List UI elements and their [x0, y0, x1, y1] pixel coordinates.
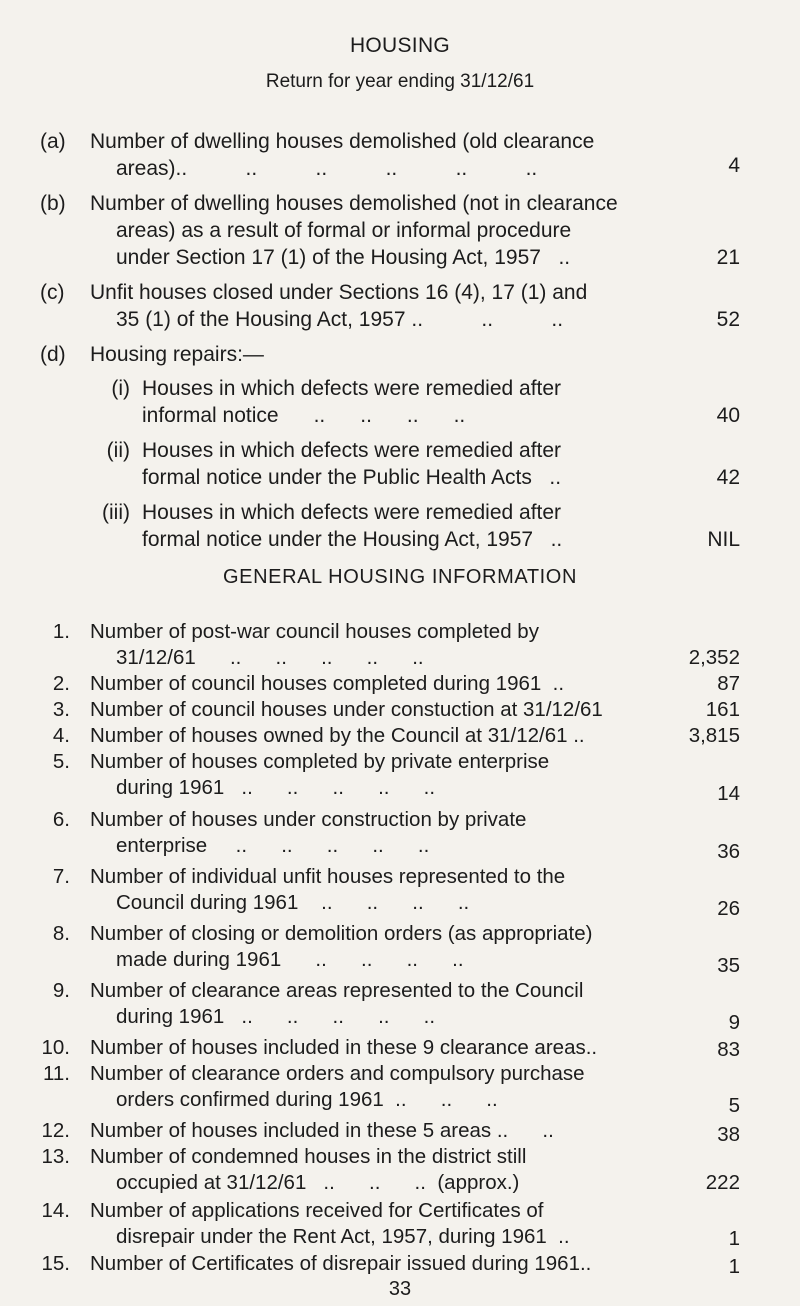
item-label: (iii)	[102, 501, 130, 524]
item-text: Number of houses included in these 9 clearance areas..	[90, 1036, 598, 1059]
item-value: 222	[705, 1171, 740, 1194]
page-number: 33	[388, 1278, 412, 1300]
item-label: 6.	[52, 808, 70, 831]
item-label: 5.	[52, 750, 70, 773]
item-value: 4	[728, 154, 740, 177]
item-text: formal notice under the Public Health Acts ..	[142, 466, 562, 489]
repair-item-iii	[0, 499, 800, 553]
item-label: (d)	[40, 343, 66, 366]
item-text: Number of post-war council houses completed by	[90, 620, 539, 643]
item-text: orders confirmed during 1961 .. .. ..	[116, 1088, 498, 1111]
return-item-a	[0, 128, 800, 182]
item-text: Number of Certificates of disrepair issued during 1961..	[90, 1252, 592, 1275]
item-text: Number of dwelling houses demolished (old clearance	[90, 130, 595, 153]
repair-item-ii	[0, 437, 800, 491]
item-label: (a)	[40, 130, 66, 153]
item-text: Number of closing or demolition orders (as appropriate)	[90, 922, 593, 945]
item-text: disrepair under the Rent Act, 1957, during 1961 ..	[116, 1225, 570, 1248]
item-label: 2.	[52, 672, 70, 695]
item-text: Council during 1961 .. .. .. ..	[116, 891, 470, 914]
item-label: 9.	[52, 979, 70, 1002]
item-label: (ii)	[106, 439, 130, 462]
item-value: 14	[717, 782, 740, 805]
item-text: Number of houses under construction by private	[90, 808, 527, 831]
item-text: informal notice .. .. .. ..	[142, 404, 466, 427]
item-label: 13.	[41, 1145, 70, 1168]
repair-item-i	[0, 375, 800, 429]
item-text: Number of houses completed by private enterprise	[90, 750, 550, 773]
item-label: 10.	[41, 1036, 70, 1059]
item-value: 35	[717, 954, 740, 977]
item-value: 87	[717, 672, 740, 695]
item-text: Number of dwelling houses demolished (not in clearance	[90, 192, 618, 215]
item-value: 40	[716, 404, 740, 427]
item-text: areas) as a result of formal or informal procedure	[116, 219, 572, 242]
item-text: Housing repairs:—	[90, 343, 264, 366]
item-label: 3.	[52, 698, 70, 721]
item-value: 52	[716, 308, 740, 331]
item-text: Number of clearance areas represented to the Council	[90, 979, 584, 1002]
item-text: Number of houses included in these 5 areas .. ..	[90, 1119, 554, 1142]
item-label: 11.	[43, 1062, 70, 1085]
item-label: 15.	[41, 1252, 70, 1275]
section-heading: GENERAL HOUSING INFORMATION	[222, 566, 577, 588]
item-text: 31/12/61 .. .. .. .. ..	[116, 646, 424, 669]
item-text: Number of council houses under constuction at 31/12/61	[90, 698, 603, 721]
item-label: (c)	[40, 281, 65, 304]
item-value: 5	[728, 1094, 740, 1117]
item-text: Number of condemned houses in the district still	[90, 1145, 527, 1168]
item-text: under Section 17 (1) of the Housing Act, 1957 ..	[116, 246, 571, 269]
item-text: made during 1961 .. .. .. ..	[116, 948, 464, 971]
item-text: enterprise .. .. .. .. ..	[116, 834, 430, 857]
item-label: 4.	[52, 724, 70, 747]
item-value: 42	[716, 466, 740, 489]
return-item-c	[0, 279, 800, 333]
item-value: 2,352	[688, 646, 740, 669]
item-text: during 1961 .. .. .. .. ..	[116, 776, 436, 799]
item-value: 38	[717, 1123, 740, 1146]
item-text: Number of clearance orders and compulsory purchase	[90, 1062, 585, 1085]
item-text: Number of houses owned by the Council at 31/12/61 ..	[90, 724, 585, 747]
item-value: 36	[717, 840, 740, 863]
return-item-b	[0, 190, 800, 271]
item-text: during 1961 .. .. .. .. ..	[116, 1005, 436, 1028]
item-value: 1	[728, 1255, 740, 1278]
item-value: 3,815	[688, 724, 740, 747]
item-label: 12.	[41, 1119, 70, 1142]
item-label: 8.	[52, 922, 70, 945]
item-label: 14.	[41, 1199, 70, 1222]
page-subtitle: Return for year ending 31/12/61	[265, 71, 535, 92]
item-text: Houses in which defects were remedied after	[142, 501, 562, 524]
item-value: 1	[728, 1227, 740, 1250]
item-label: 7.	[52, 865, 70, 888]
item-value: 9	[728, 1011, 740, 1034]
item-label: 1.	[52, 620, 70, 643]
item-value: NIL	[707, 528, 740, 551]
item-value: 21	[716, 246, 740, 269]
item-label: (i)	[111, 377, 130, 400]
item-text: formal notice under the Housing Act, 1957 ..	[142, 528, 563, 551]
page-title: HOUSING	[349, 34, 451, 57]
item-label: (b)	[40, 192, 66, 215]
item-text: Number of applications received for Certificates of	[90, 1199, 544, 1222]
item-value: 26	[717, 897, 740, 920]
item-text: occupied at 31/12/61 .. .. .. (approx.)	[116, 1171, 520, 1194]
item-value: 83	[717, 1038, 740, 1061]
item-text: Number of individual unfit houses represented to the	[90, 865, 566, 888]
item-text: Number of council houses completed during 1961 ..	[90, 672, 565, 695]
item-text: areas).. .. .. .. .. ..	[116, 157, 538, 180]
item-text: Unfit houses closed under Sections 16 (4), 17 (1) and	[90, 281, 588, 304]
item-text: Houses in which defects were remedied after	[142, 439, 562, 462]
item-value: 161	[705, 698, 740, 721]
item-text: 35 (1) of the Housing Act, 1957 .. .. ..	[116, 308, 564, 331]
return-item-d	[0, 341, 800, 368]
item-text: Houses in which defects were remedied after	[142, 377, 562, 400]
